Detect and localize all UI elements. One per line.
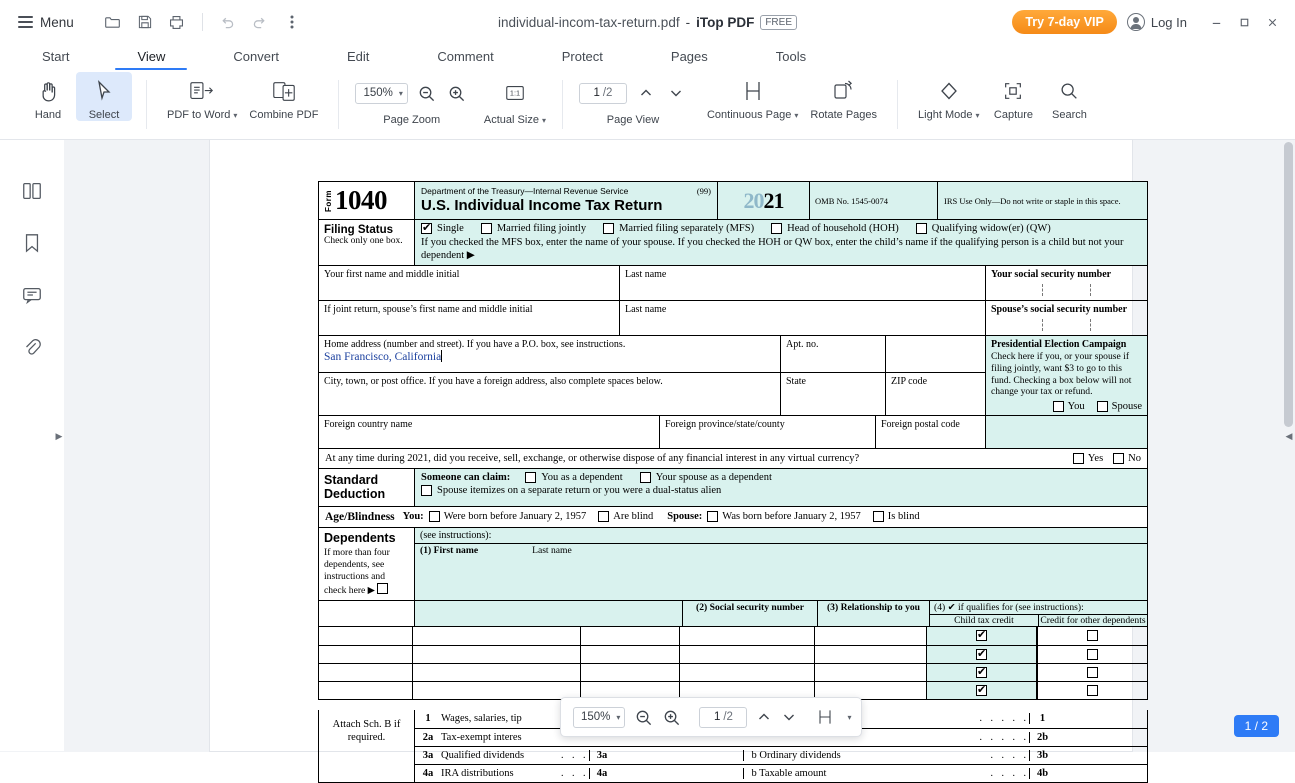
light-mode-icon xyxy=(937,76,961,106)
checkbox-child-tax-credit[interactable] xyxy=(976,685,987,696)
floating-page-total: /2 xyxy=(723,711,733,723)
col-last-name-label: Last name xyxy=(532,544,572,556)
col-first-name xyxy=(415,544,677,560)
dependents-note xyxy=(324,547,409,597)
page-total: /2 xyxy=(602,87,613,99)
first-name-field[interactable] xyxy=(319,266,619,300)
hand-icon xyxy=(38,76,59,106)
col-other-dependents: Credit for other dependents xyxy=(1038,615,1147,626)
ribbon-divider-4 xyxy=(897,80,898,129)
dot-leader: . . . . . xyxy=(979,731,1029,743)
line-box-label: 1 xyxy=(1029,713,1055,724)
label-spouse-dependent: Your spouse as a dependent xyxy=(655,472,772,484)
light-mode-button[interactable] xyxy=(912,72,985,121)
dot-leader: . . . . . xyxy=(979,713,1029,725)
attachment-icon[interactable] xyxy=(15,330,49,364)
floating-next-page-button[interactable] xyxy=(781,706,797,728)
apt-spacer xyxy=(886,336,985,372)
continuous-page-label: Continuous Page xyxy=(706,109,792,121)
page-zoom-controls xyxy=(355,76,467,110)
ribbon-group-page-layout xyxy=(695,72,889,139)
comment-icon[interactable] xyxy=(15,278,49,312)
line-right-label: b Ordinary dividends xyxy=(743,750,991,761)
income-line[interactable] xyxy=(415,746,1147,764)
dependents-header xyxy=(318,528,1148,601)
address-value: San Francisco, California xyxy=(324,351,442,364)
you-label: You: xyxy=(402,511,424,523)
pec-title: Presidential Election Campaign xyxy=(991,339,1127,351)
sidebar-collapse-handle[interactable]: ▶ xyxy=(55,430,63,441)
foreign-country-field[interactable] xyxy=(319,416,659,448)
home-address-label: Home address (number and street). If you have a P.O. box, see instructions. xyxy=(324,339,626,351)
city-label: City, town, or post office. If you have a foreign address, also complete spaces below. xyxy=(324,376,663,388)
page-current: 1 xyxy=(593,87,600,99)
foreign-province-label: Foreign province/state/county xyxy=(665,419,785,431)
dependents-columns xyxy=(318,601,1148,627)
tab-edit[interactable]: Edit xyxy=(346,49,370,64)
dot-leader: . . . xyxy=(561,767,589,779)
search-button[interactable] xyxy=(1041,72,1097,121)
name-row xyxy=(318,266,1148,301)
zoom-in-button[interactable] xyxy=(446,82,468,104)
line-box-label: 2b xyxy=(1029,732,1055,743)
tab-protect[interactable]: Protect xyxy=(561,49,603,64)
col-relationship-label: (3) Relationship to you xyxy=(826,601,920,613)
ribbon-divider-1 xyxy=(146,80,147,129)
product-name: iTop PDF xyxy=(696,14,755,30)
filing-status-sub: Check only one box. xyxy=(324,236,403,246)
more-options-icon[interactable] xyxy=(277,8,307,36)
label-you-blind: Are blind xyxy=(613,511,654,523)
undo-icon[interactable] xyxy=(213,8,243,36)
label-married-separately: Married filing separately (MFS) xyxy=(619,223,755,234)
print-icon[interactable] xyxy=(162,8,192,36)
standard-deduction-title: Standard Deduction xyxy=(324,473,386,502)
ssn-label: Your social security number xyxy=(991,269,1112,281)
spouse-last-name-field[interactable] xyxy=(619,301,985,335)
chevron-down-icon: ▾ xyxy=(233,111,238,120)
ribbon-group-tools xyxy=(14,72,138,139)
line-number: 1 xyxy=(425,713,431,725)
label-head-of-household: Head of household (HOH) xyxy=(787,223,899,234)
age-blindness-row xyxy=(318,507,1148,528)
zip-field[interactable] xyxy=(886,372,985,408)
last-name-label: Last name xyxy=(625,269,667,281)
spouse-last-name-label: Last name xyxy=(625,304,667,316)
floating-previous-page-button[interactable] xyxy=(756,706,772,728)
standard-deduction-row xyxy=(318,469,1148,507)
checkbox-you-blind[interactable] xyxy=(598,511,609,522)
continuous-page-button[interactable] xyxy=(701,72,804,121)
spouse-name-row xyxy=(318,301,1148,336)
city-field[interactable] xyxy=(319,372,780,408)
form-number: 1040 xyxy=(335,185,387,215)
department-line: Department of the Treasury—Internal Revenue Service xyxy=(421,186,629,196)
label-single: Single xyxy=(437,223,464,234)
chevron-down-icon: ▾ xyxy=(794,111,799,120)
tab-convert[interactable]: Convert xyxy=(233,49,279,64)
spouse-label: Spouse: xyxy=(667,511,703,523)
line-label: IRA distributions xyxy=(441,767,514,779)
spouse-ssn-label: Spouse’s social security number xyxy=(991,304,1128,316)
ribbon-toolbar xyxy=(0,70,1295,140)
spouse-first-name-label: If joint return, spouse’s first name and middle initial xyxy=(324,304,533,316)
col-qualifies: (4) ✔ if qualifies for (see instructions): xyxy=(934,601,1084,613)
income-line[interactable] xyxy=(415,764,1147,782)
presidential-election-campaign xyxy=(985,336,1147,415)
spouse-ssn-boxes xyxy=(996,319,1137,331)
select-tool-button[interactable] xyxy=(76,72,132,121)
pdf-to-word-button[interactable] xyxy=(161,72,243,121)
combine-pdf-icon xyxy=(271,76,297,106)
checkbox-spouse-blind[interactable] xyxy=(873,511,884,522)
menu-button[interactable] xyxy=(10,11,82,34)
maximize-button[interactable] xyxy=(1231,9,1257,35)
col-social-security-label: (2) Social security number xyxy=(696,601,804,613)
select-label: Select xyxy=(88,109,120,121)
bookmark-icon[interactable] xyxy=(15,226,49,260)
label-pec-spouse: Spouse xyxy=(1111,401,1142,413)
line-right-label: b Taxable amount xyxy=(743,768,991,779)
table-row[interactable] xyxy=(319,627,1147,645)
capture-label: Capture xyxy=(993,109,1034,121)
dependents-title: Dependents xyxy=(324,530,396,545)
scrollbar-thumb[interactable] xyxy=(1284,142,1293,427)
col-first-name-label: (1) First name xyxy=(420,544,479,556)
form-title: U.S. Individual Income Tax Return xyxy=(421,197,663,214)
last-name-field[interactable] xyxy=(619,266,985,300)
apt-no-label: Apt. no. xyxy=(786,339,819,351)
combine-pdf-button[interactable] xyxy=(243,72,324,121)
floating-zoom-select[interactable] xyxy=(573,707,625,728)
ribbon-tabs xyxy=(0,44,1295,70)
filing-status-title: Filing Status xyxy=(324,224,393,236)
checkbox-other-dependents[interactable] xyxy=(1087,685,1098,696)
floating-page-current: 1 xyxy=(713,711,721,723)
foreign-postal-label: Foreign postal code xyxy=(881,419,960,431)
filing-status-options xyxy=(421,223,1141,234)
hand-label: Hand xyxy=(34,109,62,121)
dot-leader: . . . . xyxy=(990,767,1029,779)
checkbox-you-dependent[interactable] xyxy=(525,472,536,483)
rotate-pages-label: Rotate Pages xyxy=(810,109,878,121)
title-bar xyxy=(0,0,1295,44)
svg-text:1:1: 1:1 xyxy=(509,88,521,98)
ribbon-group-display xyxy=(906,72,1103,139)
checkbox-virtual-currency-no[interactable] xyxy=(1113,453,1124,464)
pec-checkboxes xyxy=(991,401,1142,412)
standard-deduction-label xyxy=(319,469,414,506)
previous-page-button[interactable] xyxy=(635,82,657,104)
attach-note: Attach Sch. B if required. xyxy=(332,718,401,743)
foreign-address-row xyxy=(318,416,1148,449)
actual-size-controls xyxy=(504,76,526,110)
dependents-see-instructions: (see instructions): xyxy=(420,529,492,541)
window-controls xyxy=(1203,9,1285,35)
spouse-first-name-field[interactable] xyxy=(319,301,619,335)
floating-page-toolbar xyxy=(560,697,862,737)
chevron-down-icon[interactable]: ▾ xyxy=(847,712,852,722)
filing-status-body xyxy=(414,220,1147,265)
label-spouse-born-before: Was born before January 2, 1957 xyxy=(722,511,861,523)
page-number-input[interactable] xyxy=(579,83,627,104)
home-address-field[interactable] xyxy=(319,336,780,372)
continuous-page-icon xyxy=(741,76,765,106)
floating-page-layout-button[interactable] xyxy=(815,706,835,728)
page-zoom-group xyxy=(347,72,475,139)
rotate-pages-icon xyxy=(832,76,856,106)
label-yes: Yes xyxy=(1087,453,1104,465)
chevron-down-icon: ▾ xyxy=(975,111,980,120)
chevron-down-icon: ▾ xyxy=(616,712,621,722)
checkbox-pec-you[interactable] xyxy=(1053,401,1064,412)
foreign-teal-spacer xyxy=(985,416,1147,448)
page-view-controls xyxy=(579,76,687,110)
title-separator: - xyxy=(685,14,691,30)
checkbox-more-dependents[interactable] xyxy=(377,583,388,594)
search-label: Search xyxy=(1052,109,1087,121)
virtual-currency-row xyxy=(318,449,1148,469)
label-spouse-itemizes: Spouse itemizes on a separate return or you were a dual-status alien xyxy=(437,485,722,497)
filing-status-label xyxy=(319,220,414,265)
actual-size-group xyxy=(476,72,554,139)
filing-status-section xyxy=(318,220,1148,266)
quick-access-toolbar xyxy=(98,8,307,36)
ssn-field[interactable] xyxy=(985,266,1147,300)
standard-deduction-body xyxy=(414,469,1147,506)
form-title-block xyxy=(414,182,717,219)
login-button[interactable] xyxy=(1127,13,1187,31)
menu-label: Menu xyxy=(40,14,74,30)
label-qualifying-widow: Qualifying widow(er) (QW) xyxy=(931,223,1051,234)
document-viewer[interactable] xyxy=(64,140,1295,779)
zip-label: ZIP code xyxy=(891,376,928,388)
someone-can-claim-label: Someone can claim: xyxy=(421,472,511,484)
combine-pdf-label: Combine PDF xyxy=(249,109,319,121)
table-row[interactable] xyxy=(319,663,1147,681)
label-married-jointly: Married filing jointly xyxy=(496,223,587,234)
col-child-tax-credit: Child tax credit xyxy=(954,614,1014,626)
pdf-to-word-label: PDF to Word xyxy=(167,109,231,121)
left-sidebar xyxy=(0,140,64,751)
checkbox-virtual-currency-yes[interactable] xyxy=(1073,453,1084,464)
dot-leader: . . . xyxy=(561,749,589,761)
line-number: 4a xyxy=(422,767,434,779)
someone-can-claim-row xyxy=(421,472,1141,483)
checkbox-spouse-dependent[interactable] xyxy=(640,472,651,483)
form-1040 xyxy=(318,181,1148,783)
ssn-boxes xyxy=(996,284,1137,296)
label-spouse-blind: Is blind xyxy=(887,511,920,523)
actual-size-label: Actual Size xyxy=(483,114,539,126)
floating-page-number-input[interactable] xyxy=(699,707,747,728)
tab-tools[interactable]: Tools xyxy=(775,49,807,64)
col-relationship xyxy=(817,601,929,626)
address-value-wrap xyxy=(324,350,775,363)
checkbox-other-dependents[interactable] xyxy=(1087,667,1098,678)
avatar xyxy=(1127,13,1145,31)
document-file-name: individual-incom-tax-return.pdf xyxy=(498,14,680,30)
col-social-security xyxy=(682,601,817,626)
checkbox-child-tax-credit[interactable] xyxy=(976,630,987,641)
save-icon[interactable] xyxy=(130,8,160,36)
ribbon-divider-3 xyxy=(562,80,563,129)
label-you-dependent: You as a dependent xyxy=(541,472,623,484)
chevron-down-icon: ▾ xyxy=(398,88,403,98)
table-row[interactable] xyxy=(319,645,1147,663)
tab-view[interactable]: View xyxy=(103,44,199,70)
pdf-to-word-icon xyxy=(189,76,215,106)
line-mid-label: 3a xyxy=(589,750,615,761)
checkbox-other-dependents[interactable] xyxy=(1087,630,1098,641)
line-label: Qualified dividends xyxy=(441,749,525,761)
state-label: State xyxy=(786,376,806,388)
label-pec-you: You xyxy=(1067,401,1085,413)
page-view-group xyxy=(571,72,695,139)
foreign-province-field[interactable] xyxy=(659,416,875,448)
label-you-born-before: Were born before January 2, 1957 xyxy=(443,511,587,523)
tab-start[interactable]: Start xyxy=(42,49,70,64)
line-box-label: 3b xyxy=(1029,750,1055,761)
light-mode-label: Light Mode xyxy=(918,109,973,121)
rotate-pages-button[interactable] xyxy=(804,72,883,121)
filing-status-note: If you checked the MFS box, enter the name of your spouse. If you checked the HOH or QW box, enter the child’s name if the qualifying person is a child but not your dependent ▶ xyxy=(421,237,1124,262)
checkbox-pec-spouse[interactable] xyxy=(1097,401,1108,412)
title-bar-right xyxy=(1012,9,1285,35)
dependents-table xyxy=(318,627,1148,700)
zoom-level-select[interactable] xyxy=(355,83,407,104)
checkbox-child-tax-credit[interactable] xyxy=(976,667,987,678)
checkbox-spouse-itemizes[interactable] xyxy=(421,485,432,496)
capture-icon xyxy=(1002,76,1024,106)
tax-year xyxy=(717,182,809,219)
actual-size-button[interactable] xyxy=(504,82,526,104)
zoom-out-button[interactable] xyxy=(416,82,438,104)
dependents-note-text: If more than four dependents, see instructions and check here ▶ xyxy=(324,546,390,596)
chevron-down-icon: ▾ xyxy=(541,116,546,125)
apt-no-field[interactable] xyxy=(781,336,885,372)
hand-tool-button[interactable] xyxy=(20,72,76,121)
line-box-label: 4b xyxy=(1029,768,1055,779)
first-name-label: Your first name and middle initial xyxy=(324,269,460,281)
page-view-label: Page View xyxy=(606,114,660,126)
floating-zoom-value: 150% xyxy=(581,711,611,723)
state-field[interactable] xyxy=(781,373,885,408)
form-word: Form xyxy=(324,189,333,212)
omb-number: OMB No. 1545-0074 xyxy=(809,182,937,219)
free-badge: FREE xyxy=(760,15,797,30)
login-label: Log In xyxy=(1150,14,1187,30)
checkbox-you-born-before[interactable] xyxy=(429,511,440,522)
year-suffix: 21 xyxy=(763,187,784,213)
close-button[interactable] xyxy=(1259,9,1285,35)
capture-button[interactable] xyxy=(985,72,1041,121)
irs-use-note: IRS Use Only—Do not write or staple in this space. xyxy=(937,182,1147,219)
line-label: Tax-exempt interes xyxy=(441,731,522,743)
dependents-label-cell xyxy=(319,528,414,600)
page-zoom-label: Page Zoom xyxy=(383,114,441,126)
floating-zoom-out-button[interactable] xyxy=(634,706,653,728)
spouse-itemizes-row xyxy=(421,485,1141,496)
toolbar-divider xyxy=(202,13,203,31)
workspace xyxy=(0,140,1295,779)
checkbox-qualifying-widow[interactable] xyxy=(916,223,927,234)
spouse-ssn-field[interactable] xyxy=(985,301,1147,335)
zoom-level-value: 150% xyxy=(363,87,393,99)
form-identity xyxy=(319,182,414,219)
checkbox-married-jointly[interactable] xyxy=(481,223,492,234)
line-number: 3a xyxy=(422,749,434,761)
address-row xyxy=(318,336,1148,416)
text-cursor xyxy=(441,350,442,362)
line-number: 2a xyxy=(422,731,434,743)
virtual-currency-question: At any time during 2021, did you receive, sell, exchange, or otherwise dispose of any financial interest in any virtual currency? xyxy=(325,453,860,465)
checkbox-other-dependents[interactable] xyxy=(1087,649,1098,660)
checkbox-married-separately[interactable] xyxy=(603,223,614,234)
checkbox-head-of-household[interactable] xyxy=(771,223,782,234)
ribbon-group-convert xyxy=(155,72,330,139)
year-prefix: 20 xyxy=(743,187,764,213)
form-nn: (99) xyxy=(696,186,711,196)
ribbon-divider-2 xyxy=(338,80,339,129)
dot-leader: . . . . xyxy=(990,749,1029,761)
checkbox-spouse-born-before[interactable] xyxy=(707,511,718,522)
thumbnails-icon[interactable] xyxy=(15,174,49,208)
cursor-icon xyxy=(94,76,114,106)
checkbox-single[interactable] xyxy=(421,223,432,234)
tab-pages[interactable]: Pages xyxy=(670,49,708,64)
minimize-button[interactable] xyxy=(1203,9,1229,35)
age-blindness-label: Age/Blindness xyxy=(325,510,395,523)
try-vip-button[interactable]: Try 7-day VIP xyxy=(1012,10,1117,34)
vertical-scrollbar[interactable] xyxy=(1284,142,1293,753)
search-icon xyxy=(1058,76,1080,106)
line-label: Wages, salaries, tip xyxy=(441,713,522,725)
open-folder-icon[interactable] xyxy=(98,8,128,36)
checkbox-child-tax-credit[interactable] xyxy=(976,649,987,660)
next-page-button[interactable] xyxy=(665,82,687,104)
foreign-postal-field[interactable] xyxy=(875,416,985,448)
right-panel-handle[interactable]: ◀ xyxy=(1285,430,1293,441)
hamburger-icon xyxy=(18,16,33,28)
tab-comment[interactable]: Comment xyxy=(437,49,494,64)
page-indicator-badge: 1 / 2 xyxy=(1234,715,1279,737)
pec-text: Check here if you, or your spouse if filing jointly, want $3 to go to this fund. Checking a box below will not change your tax or refund. xyxy=(991,351,1132,398)
floating-zoom-in-button[interactable] xyxy=(662,706,681,728)
form-header xyxy=(318,181,1148,220)
line-mid-label: 4a xyxy=(589,768,615,779)
redo-icon[interactable] xyxy=(245,8,275,36)
label-no: No xyxy=(1128,453,1141,465)
foreign-country-label: Foreign country name xyxy=(324,419,413,431)
